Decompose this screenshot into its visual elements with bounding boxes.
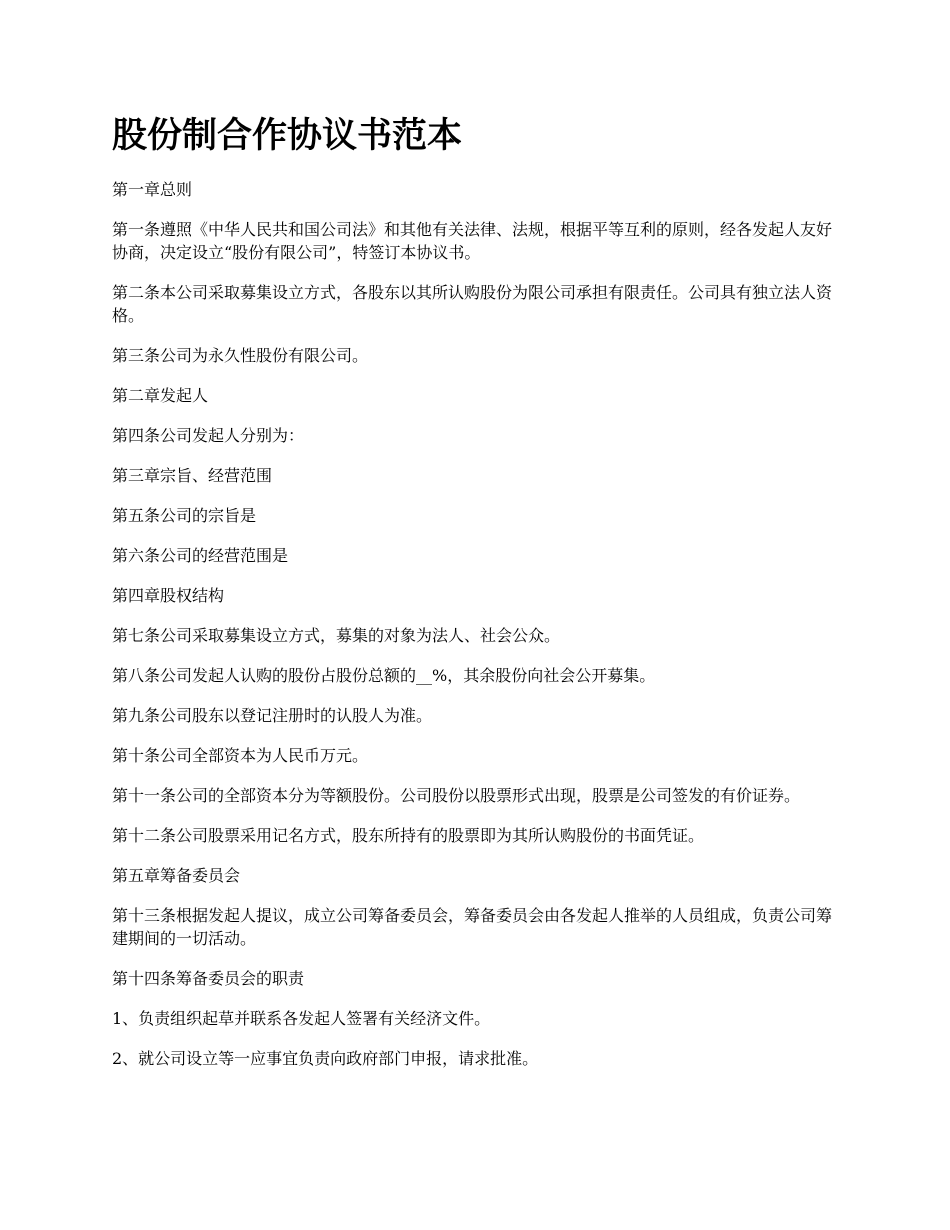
article-5: 第五条公司的宗旨是 bbox=[112, 506, 257, 525]
article-3: 第三条公司为永久性股份有限公司。 bbox=[112, 346, 369, 365]
article-9: 第九条公司股东以登记注册时的认股人为准。 bbox=[112, 706, 433, 725]
list-item-2: 2、就公司设立等一应事宜负责向政府部门申报，请求批准。 bbox=[112, 1049, 539, 1068]
article-2: 第二条本公司采取募集设立方式，各股东以其所认购股份为限公司承担有限责任。公司具有独立法人资格。 bbox=[112, 283, 833, 325]
document-body bbox=[112, 178, 844, 1087]
document-title: 股份制合作协议书范本 bbox=[112, 115, 463, 156]
chapter-heading-1: 第一章总则 bbox=[112, 180, 193, 199]
article-7: 第七条公司采取募集设立方式，募集的对象为法人、社会公众。 bbox=[112, 626, 561, 645]
article-8: 第八条公司发起人认购的股份占股份总额的__%，其余股份向社会公开募集。 bbox=[112, 666, 656, 685]
article-11: 第十一条公司的全部资本分为等额股份。公司股份以股票形式出现，股票是公司签发的有价证券。 bbox=[112, 786, 801, 805]
article-12: 第十二条公司股票采用记名方式，股东所持有的股票即为其所认购股份的书面凭证。 bbox=[112, 826, 705, 845]
article-13: 第十三条根据发起人提议，成立公司筹备委员会，筹备委员会由各发起人推举的人员组成，负责公司筹建期间的一切活动。 bbox=[112, 906, 833, 948]
article-6: 第六条公司的经营范围是 bbox=[112, 546, 289, 565]
article-14: 第十四条筹备委员会的职责 bbox=[112, 969, 305, 988]
chapter-heading-4: 第四章股权结构 bbox=[112, 586, 225, 605]
list-item-1: 1、负责组织起草并联系各发起人签署有关经济文件。 bbox=[112, 1009, 491, 1028]
article-1: 第一条遵照《中华人民共和国公司法》和其他有关法律、法规，根据平等互利的原则，经各发起人友好协商，决定设立“股份有限公司”，特签订本协议书。 bbox=[112, 220, 833, 262]
chapter-heading-5: 第五章筹备委员会 bbox=[112, 866, 241, 885]
chapter-heading-3: 第三章宗旨、经营范围 bbox=[112, 466, 273, 485]
article-4: 第四条公司发起人分别为： bbox=[112, 426, 305, 445]
article-10: 第十条公司全部资本为人民币万元。 bbox=[112, 746, 369, 765]
chapter-heading-2: 第二章发起人 bbox=[112, 386, 209, 405]
